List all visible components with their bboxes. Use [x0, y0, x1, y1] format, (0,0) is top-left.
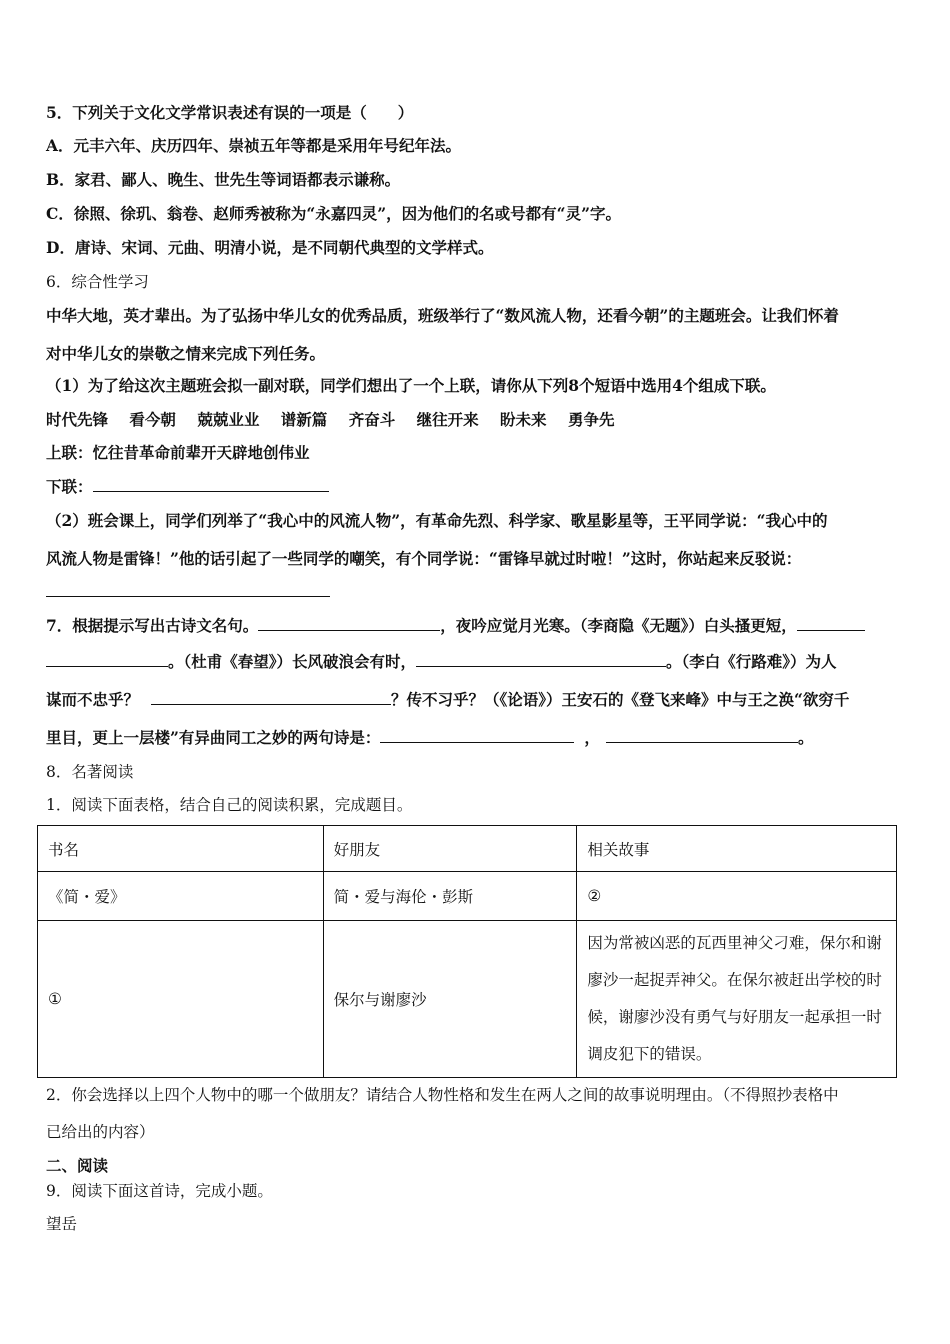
phrase-item: 勇争先 [567, 410, 615, 429]
q7-text-7: 里目，更上一层楼”有异曲同工之妙的两句诗是： [46, 728, 381, 747]
q5-option-d: D．唐诗、宋词、元曲、明清小说，是不同朝代典型的文学样式。 [46, 238, 494, 257]
q7-text-4: 。（李白《行路难》）为人 [666, 652, 837, 671]
q7-blank-4[interactable] [151, 690, 391, 705]
q6-stem: 6．综合性学习 [46, 273, 149, 291]
header-story: 相关故事 [577, 826, 897, 872]
q8-stem: 8．名著阅读 [46, 763, 134, 781]
phrase-item: 齐奋斗 [348, 410, 396, 429]
table-row [38, 872, 897, 921]
q6-task1: （1）为了给这次主题班会拟一副对联，同学们想出了一个上联，请你从下列8个短语中选用4个组成下联。 [46, 376, 776, 395]
q7-text-3: 。（杜甫《春望》）长风破浪会有时， [168, 652, 417, 671]
q9-stem: 9．阅读下面这首诗，完成小题。 [46, 1182, 273, 1200]
q7-blank-1[interactable] [258, 616, 440, 631]
phrase-item: 继往开来 [416, 410, 479, 429]
q6-task2-answer-blank[interactable] [46, 582, 330, 597]
cell-friends: 简・爱与海伦・彭斯 [323, 872, 577, 921]
q8-sub2-line1: 2．你会选择以上四个人物中的哪一个做朋友？请结合人物性格和发生在两人之间的故事说明理由。（不得照抄表格中 [46, 1086, 839, 1104]
q7-blank-6[interactable] [606, 728, 798, 743]
phrase-item: 兢兢业业 [197, 410, 260, 429]
couplet-lower-row [46, 477, 329, 497]
q5-option-a: A．元丰六年、庆历四年、崇祯五年等都是采用年号纪年法。 [46, 136, 462, 155]
table-header-row [38, 826, 897, 872]
q7-text-6: ？传不习乎？（《论语》）王安石的《登飞来峰》中与王之涣“欲穷千 [391, 690, 850, 709]
header-friends: 好朋友 [323, 826, 577, 872]
q6-task2-line2: 风流人物是雷锋！”他的话引起了一些同学的嘲笑，有个同学说：“雷锋早就过时啦！”这时，你站起来反驳说： [46, 549, 802, 568]
cell-book: ① [38, 921, 324, 1078]
q7-text-8: ， [584, 728, 600, 747]
q6-intro-line1: 中华大地，英才辈出。为了弘扬中华儿女的优秀品质，班级举行了“数风流人物，还看今朝”的主题班会。让我们怀着 [46, 306, 839, 325]
table-row [38, 921, 897, 1078]
phrase-item: 时代先锋 [46, 410, 109, 429]
couplet-upper: 上联：忆往昔革命前辈开天辟地创伟业 [46, 443, 310, 462]
q8-sub1: 1．阅读下面表格，结合自己的阅读积累，完成题目。 [46, 796, 413, 814]
q8-sub2-line2: 已给出的内容） [46, 1123, 155, 1141]
couplet-lower-blank[interactable] [93, 477, 329, 492]
poem-title: 望岳 [46, 1215, 78, 1233]
section-heading: 二、阅读 [46, 1156, 109, 1175]
couplet-lower-label: 下联： [46, 477, 93, 496]
q7-blank-2b[interactable] [46, 652, 168, 667]
cell-friends: 保尔与谢廖沙 [323, 921, 577, 1078]
q5-option-c: C．徐照、徐玑、翁卷、赵师秀被称为“永嘉四灵”，因为他们的名或号都有“灵”字。 [46, 204, 622, 223]
q6-phrase-list [46, 410, 614, 430]
q7-line4 [46, 728, 813, 748]
q7-text-5: 谋而不忠乎？ [46, 690, 140, 709]
cell-story: ② [577, 872, 897, 921]
cell-story: 因为常被凶恶的瓦西里神父刁难，保尔和谢廖沙一起捉弄神父。在保尔被赶出学校的时候，谢廖沙没有勇气与好朋友一起承担一时调皮犯下的错误。 [577, 921, 897, 1078]
q6-task2-answer-row [46, 582, 330, 602]
q7-text-2: ，夜吟应觉月光寒。（李商隐《无题》）白头搔更短， [440, 616, 797, 635]
q5-stem: 5．下列关于文化文学常识表述有误的一项是（ ） [46, 103, 414, 122]
q6-task2-line1: （2）班会课上，同学们列举了“我心中的风流人物”，有革命先烈、科学家、歌星影星等，王平同学说：“我心中的 [46, 511, 828, 530]
phrase-item: 谱新篇 [280, 410, 328, 429]
header-book-title: 书名 [38, 826, 324, 872]
q7-line1 [46, 616, 865, 636]
q5-option-b: B．家君、鄙人、晚生、世先生等词语都表示谦称。 [46, 170, 401, 189]
books-table [37, 825, 897, 1078]
q7-blank-3[interactable] [416, 652, 666, 667]
q7-line2 [46, 652, 837, 672]
q7-line3 [46, 690, 849, 710]
phrase-item: 盼未来 [500, 410, 547, 429]
q7-text-9: 。 [797, 728, 814, 747]
cell-book: 《简・爱》 [38, 872, 324, 921]
q7-intro: 7．根据提示写出古诗文名句。 [46, 616, 259, 635]
q6-intro-line2: 对中华儿女的崇敬之情来完成下列任务。 [46, 344, 326, 363]
phrase-item: 看今朝 [129, 410, 176, 429]
q7-blank-2a[interactable] [797, 616, 865, 631]
q7-blank-5[interactable] [380, 728, 574, 743]
